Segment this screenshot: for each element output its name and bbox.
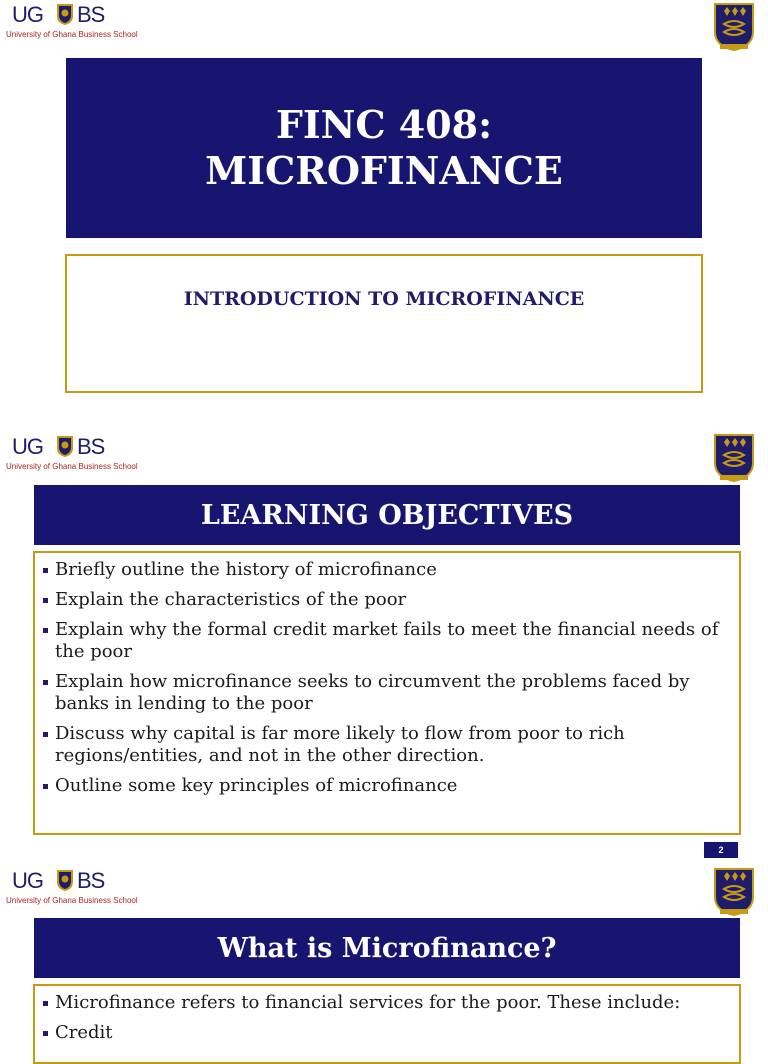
ugbs-logo bbox=[6, 434, 146, 474]
content-box bbox=[33, 984, 741, 1064]
slide-subtitle: INTRODUCTION TO MICROFINANCE bbox=[183, 288, 585, 310]
subtitle-box bbox=[65, 254, 703, 393]
list-item bbox=[43, 992, 723, 1014]
content-list bbox=[35, 986, 739, 1044]
list-item-text: Explain the characteristics of the poor bbox=[55, 589, 407, 610]
course-title bbox=[205, 102, 563, 194]
bullet-icon bbox=[43, 628, 48, 633]
bullet-icon bbox=[43, 1031, 48, 1036]
logo-ug-text: UG bbox=[12, 868, 43, 893]
logo-crest-icon bbox=[56, 434, 74, 458]
list-item bbox=[43, 619, 723, 663]
bullet-icon bbox=[43, 732, 48, 737]
logo-bs-text: BS bbox=[77, 868, 105, 893]
slide-2 bbox=[0, 415, 768, 863]
course-name: MICROFINANCE bbox=[205, 148, 563, 193]
list-item-text: Explain how microfinance seeks to circumvent the problems faced by banks in lending to the poor bbox=[55, 671, 690, 714]
list-item-text: Outline some key principles of microfinance bbox=[55, 775, 458, 796]
objectives-box bbox=[33, 551, 741, 835]
list-item-text: Discuss why capital is far more likely to flow from poor to rich regions/entities, and not in the other direction. bbox=[55, 723, 625, 766]
list-item bbox=[43, 589, 723, 611]
logo-subtitle: University of Ghana Business School bbox=[6, 896, 138, 905]
list-item-text: Explain why the formal credit market fails to meet the financial needs of the poor bbox=[55, 619, 719, 662]
bullet-icon bbox=[43, 598, 48, 603]
logo-bs-text: BS bbox=[77, 2, 105, 27]
university-crest-icon bbox=[712, 867, 756, 917]
objectives-list bbox=[35, 553, 739, 797]
course-code: FINC 408: bbox=[275, 102, 493, 147]
bullet-icon bbox=[43, 680, 48, 685]
list-item bbox=[43, 775, 723, 797]
title-banner bbox=[66, 58, 702, 238]
list-item-text: Credit bbox=[55, 1022, 113, 1043]
bullet-icon bbox=[43, 1001, 48, 1006]
list-item bbox=[43, 1022, 723, 1044]
list-item bbox=[43, 671, 723, 715]
logo-crest-icon bbox=[56, 868, 74, 892]
bullet-icon bbox=[43, 784, 48, 789]
list-item-text: Microfinance refers to financial services for the poor. These include: bbox=[55, 992, 681, 1013]
logo-bs-text: BS bbox=[77, 434, 105, 459]
logo-subtitle: University of Ghana Business School bbox=[6, 462, 138, 471]
slide-1 bbox=[0, 0, 768, 415]
list-item bbox=[43, 723, 723, 767]
logo-subtitle: University of Ghana Business School bbox=[6, 30, 138, 39]
list-item-text: Briefly outline the history of microfinance bbox=[55, 559, 437, 580]
page-number: 2 bbox=[704, 842, 738, 858]
section-title: LEARNING OBJECTIVES bbox=[200, 499, 574, 531]
university-crest-icon bbox=[712, 433, 756, 483]
logo-crest-icon bbox=[56, 2, 74, 26]
list-item bbox=[43, 559, 723, 581]
ugbs-logo bbox=[6, 868, 146, 908]
section-title-banner bbox=[34, 485, 740, 545]
section-title-banner bbox=[34, 918, 740, 978]
logo-ug-text: UG bbox=[12, 2, 43, 27]
slide-3 bbox=[0, 863, 768, 1043]
bullet-icon bbox=[43, 568, 48, 573]
university-crest-icon bbox=[712, 2, 756, 52]
ugbs-logo bbox=[6, 2, 146, 42]
section-title: What is Microfinance? bbox=[217, 932, 557, 964]
logo-ug-text: UG bbox=[12, 434, 43, 459]
